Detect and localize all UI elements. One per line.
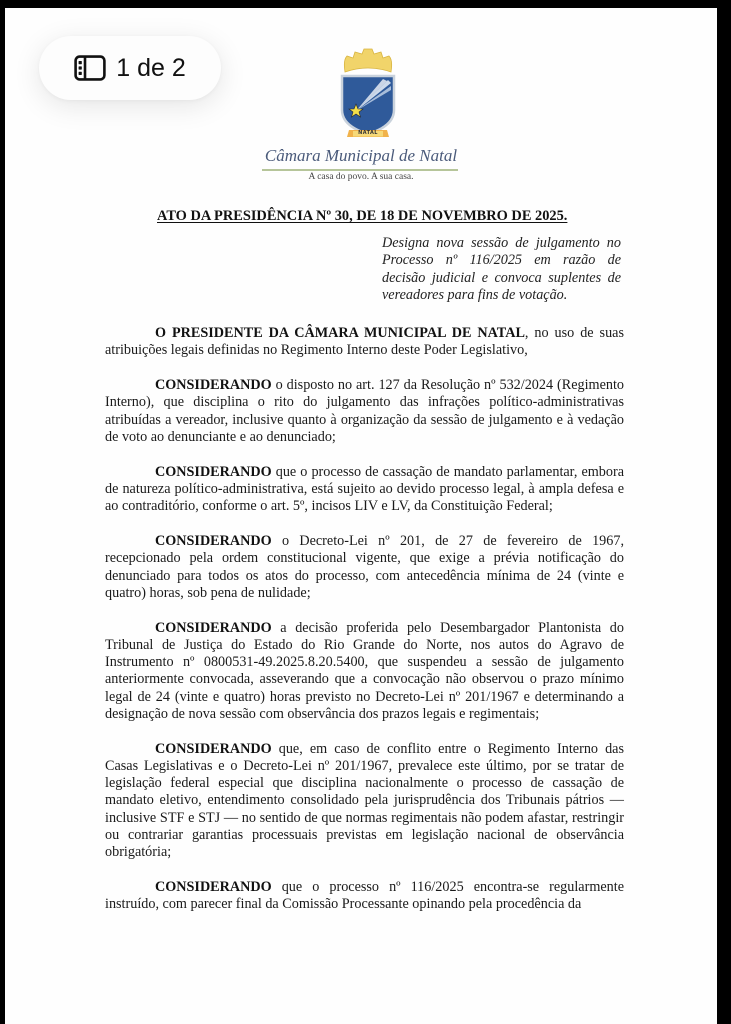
org-name: Câmara Municipal de Natal <box>264 146 458 165</box>
considerando-paragraph <box>105 879 624 913</box>
paragraph-lead: CONSIDERANDO <box>155 740 272 757</box>
coat-of-arms-logo <box>333 48 403 143</box>
page-indicator[interactable] <box>39 36 221 100</box>
document-page <box>5 8 717 1024</box>
paragraph-lead: CONSIDERANDO <box>155 619 272 636</box>
crown-shape <box>344 49 391 72</box>
paragraph-text: o disposto no art. 127 da Resolução nº 532/2024 (Regimento Interno), que disciplina o rito do julgamento das infrações político-administrativas atribuídas a vereador, inclusive quanto à organização da sessão de julgamento e à vedação de voto ao denunciante e ao denunciado; <box>105 377 624 445</box>
paragraph-text: que, em caso de conflito entre o Regimento Interno das Casas Legislativas e o Decreto-Lei nº 201/1967, prevalece este último, por se tratar de legislação federal especial que disciplina nacionalmente o processo de cassação de mandato eletivo, entendimento consolidado pela jurisprudência dos Tribunais pátrios — inclusive STF e STJ — no sentido de que normas regimentais não podem afastar, restringir ou contrariar garantias processuais previstas em legislação nacional de observância obrigatória; <box>105 740 624 861</box>
org-divider <box>262 169 458 171</box>
sidebar-thumbnails-icon <box>74 55 106 81</box>
paragraph-text: que o processo de cassação de mandato parlamentar, embora de natureza político-administrativa, está sujeito ao devido processo legal, à ampla defesa e ao contraditório, conforme o art. 5º, incisos LIV e LV, da Constituição Federal; <box>105 463 624 515</box>
paragraph-lead: O PRESIDENTE DA CÂMARA MUNICIPAL DE NATAL <box>155 325 525 341</box>
paragraph-lead: CONSIDERANDO <box>155 463 272 480</box>
preamble-paragraph <box>105 325 624 359</box>
logo-banner-text: NATAL <box>358 130 378 136</box>
paragraph-text: o Decreto-Lei nº 201, de 27 de fevereiro de 1967, recepcionado pela ordem constitucional vigente, que exige a prévia notificação do denunciado para todos os atos do processo, com antecedência mínima de 24 (vinte e quatro) horas, sob pena de nulidade; <box>105 533 624 601</box>
page-indicator-label: 1 de 2 <box>116 53 186 82</box>
paragraph-text: a decisão proferida pelo Desembargador Plantonista do Tribunal de Justiça do Estado do Rio Grande do Norte, nos autos do Agravo de Instrumento nº 0800531-49.2025.8.20.5400, que suspendeu a sessão de julgamento anteriormente convocada, asseverando que a convocação não observou o prazo mínimo legal de 24 (vinte e quatro) horas previsto no Decreto-Lei nº 201/1967 e determinando a designação de nova sessão com observância dos prazos legais e regimentais; <box>105 619 624 722</box>
document-ementa: Designa nova sessão de julgamento no Processo nº 116/2025 em razão de decisão judicial e convoca suplentes de vereadores para fins de votação. <box>382 235 621 304</box>
paragraph-lead: CONSIDERANDO <box>155 377 272 394</box>
considerando-paragraph <box>105 377 624 446</box>
considerando-paragraph <box>105 533 624 602</box>
paragraph-text: , no uso de suas atribuições legais definidas no Regimento Interno deste Poder Legislativo, <box>105 325 624 359</box>
considerando-paragraph <box>105 464 624 516</box>
paragraph-lead: CONSIDERANDO <box>155 879 272 896</box>
considerando-paragraph <box>105 620 624 723</box>
document-body <box>105 325 624 931</box>
paragraph-text: que o processo nº 116/2025 encontra-se regularmente instruído, com parecer final da Comissão Processante opinando pela procedência da <box>105 879 624 913</box>
org-tagline: A casa do povo. A sua casa. <box>308 172 414 182</box>
document-title: ATO DA PRESIDÊNCIA Nº 30, DE 18 DE NOVEMBRO DE 2025. <box>157 208 568 224</box>
paragraph-lead: CONSIDERANDO <box>155 533 272 550</box>
considerando-paragraph <box>105 741 624 861</box>
